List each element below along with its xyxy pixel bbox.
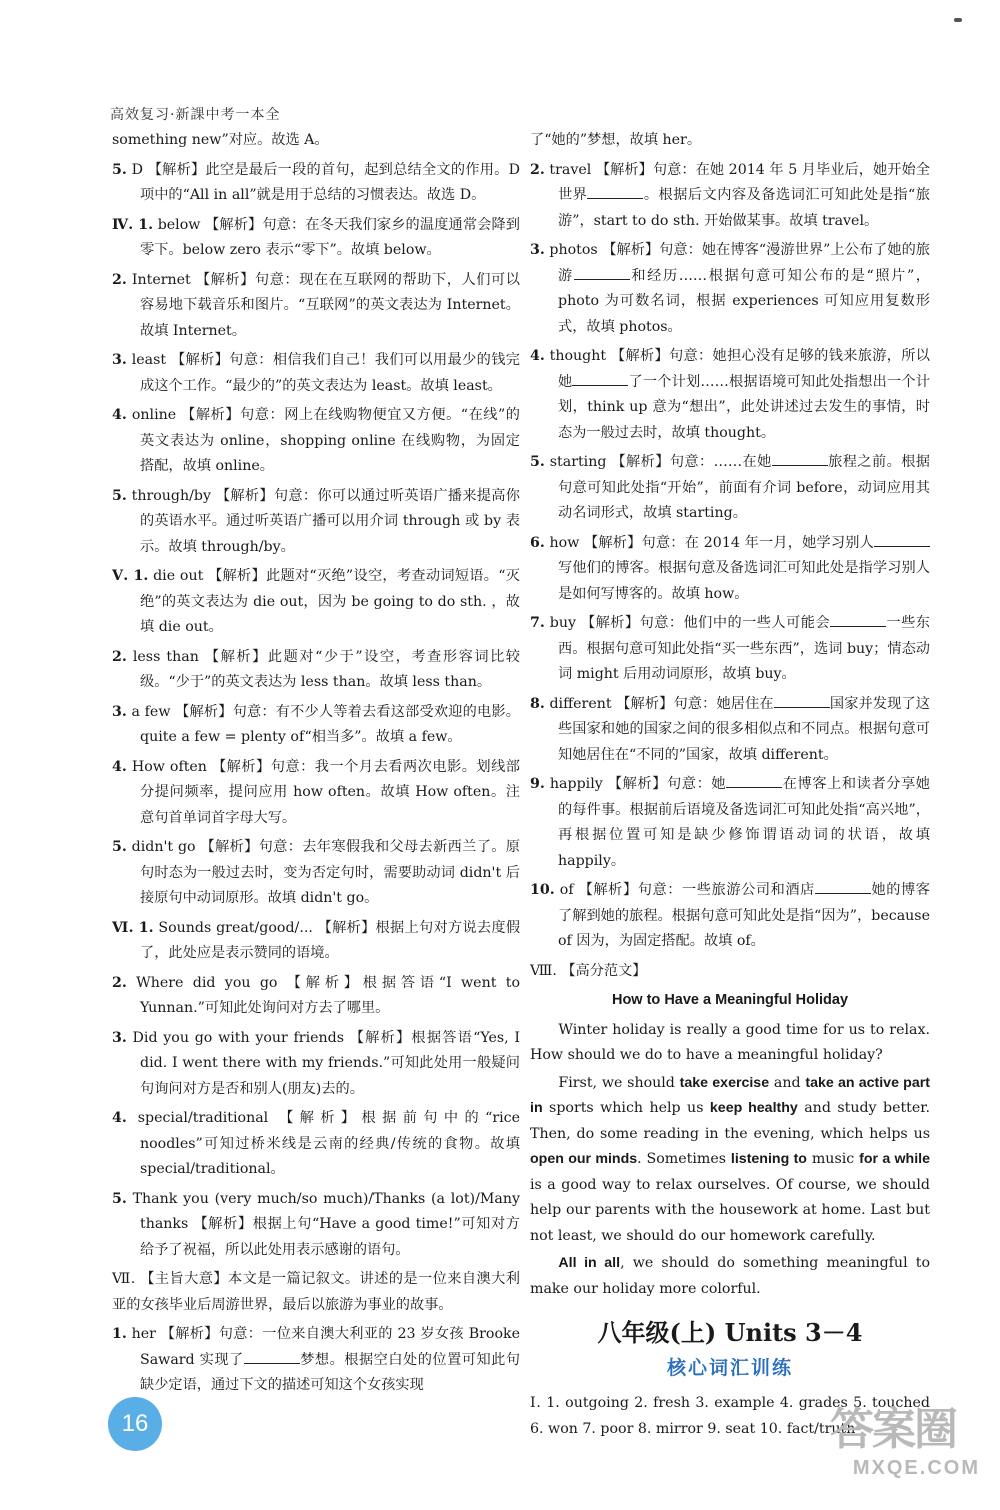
item-text: Sounds great/good/... 【解析】根据上句对方说去度假了，此处应是表示赞同的语境。 (140, 919, 521, 961)
essay-paragraph-3 (530, 1251, 930, 1302)
item-number: 3. (530, 242, 545, 258)
item-text: below 【解析】句意：在冬天我们家乡的温度通常会降到零下。below zero 表示“零下”。故填 below。 (140, 216, 520, 258)
essay-text: music (806, 1151, 860, 1167)
item-text: 梦想。根据空白处的位置可知此句缺少定语，通过下文的描述可知这个女孩实现 (140, 1351, 520, 1393)
answer-item (112, 564, 520, 641)
highlight-phrase: listening to (730, 1151, 807, 1167)
answer-item (112, 1322, 520, 1399)
answer-item (530, 158, 930, 235)
item-number: 4. (112, 758, 127, 775)
highlight-phrase: keep healthy (709, 1100, 798, 1116)
answer-item (112, 835, 520, 912)
answer-item (112, 700, 520, 751)
item-text: 在博客上和读者分享她的每件事。根据前后语境及备选词汇可知此处指“高兴地”，再根据位置可知是缺少修饰谓语动词的状语，故填 happily。 (558, 776, 930, 869)
item-number: 5. (112, 487, 127, 504)
item-text: D 【解析】此空是最后一段的首句，起到总结全文的作用。D 项中的“All in all”就是用于总结的习惯表达。故选 D。 (126, 161, 520, 203)
item-text: starting 【解析】句意：……在她 (544, 454, 772, 470)
vocab-section-title: 核心词汇训练 (666, 1356, 793, 1379)
item-text: Thank you (very much/so much)/Thanks (a lot)/Many thanks 【解析】根据上句“Have a good time!”可知对方给予了祝福，所以此处用表示感谢的语句。 (126, 1190, 520, 1258)
item-number: 4. (530, 348, 545, 364)
item-number: 9. (530, 776, 545, 792)
essay-text: , we should do something meaningful to make our holiday more colorful. (530, 1255, 930, 1297)
item-text: different 【解析】句意：她居住在 (544, 695, 774, 712)
essay-paragraph-1: Winter holiday is really a good time for us to relax. How should we do to have a meaningful holiday? (530, 1021, 930, 1063)
item-text: Internet 【解析】句意：现在在互联网的帮助下，人们可以容易地下载音乐和图片。“互联网”的英文表达为 Internet。故填 Internet。 (126, 271, 520, 339)
item-number: 1. (112, 1326, 127, 1342)
essay-title: How to Have a Meaningful Holiday (611, 992, 849, 1008)
watermark-text: 答案圈 (830, 1405, 956, 1454)
answer-item (530, 692, 930, 769)
essay-paragraph-2 (530, 1071, 930, 1250)
answer-item (112, 348, 520, 399)
blank-line (587, 184, 643, 199)
highlight-phrase: All in all (558, 1255, 621, 1271)
blank-line (874, 532, 930, 547)
item-text: of 【解析】句意：一些旅游公司和酒店 (554, 882, 815, 898)
blank-line (726, 773, 782, 788)
right-items (530, 158, 930, 955)
blank-line (774, 693, 830, 708)
corner-mark (954, 18, 962, 22)
item-text: 了一个计划……根据语境可知此处指想出一个计划，think up 意为“想出”，此处讲述过去发生的事情，时态为一般过去时，故填 thought。 (558, 373, 930, 441)
answer-item (112, 403, 520, 480)
item-text: 旅程之前。根据句意可知此处指“开始”，前面有介词 before，动词应用其动名词形式，故填 starting。 (558, 454, 930, 521)
blank-line (830, 612, 886, 627)
continued-text: 了“她的”梦想，故填 her。 (530, 132, 702, 148)
answer-item (530, 531, 930, 608)
item-number: 5. (112, 1190, 127, 1207)
item-number: Ⅴ. 1. (112, 568, 149, 584)
highlight-phrase: take an active part in (530, 1074, 930, 1116)
item-number: 2. (530, 161, 545, 178)
item-text: Where did you go 【解析】根据答语“I went to Yunnan.”可知此处询问对方去了哪里。 (126, 974, 520, 1016)
essay-text: . Sometimes (637, 1151, 731, 1167)
item-number: 2. (112, 271, 127, 288)
page-number-badge: 16 (108, 1397, 162, 1451)
answer-item (112, 916, 520, 967)
essay-text: is a good way to relax ourselves. Of course, we should help our parents with the housework at home. Last but not least, we should do our homework carefully. (530, 1176, 930, 1244)
answer-item (112, 971, 520, 1022)
item-text: travel 【解析】句意：在她 2014 年 5 月毕业后，她开始全世界 (544, 161, 930, 203)
left-column (112, 128, 520, 1403)
answer-item (112, 1106, 520, 1183)
item-number: 6. (530, 534, 545, 551)
essay-text: and study better. Then, do some reading in the evening, which helps us (530, 1100, 930, 1142)
watermark-url: MXQE.COM (852, 1457, 980, 1479)
answer-item (530, 344, 930, 446)
item-number: 8. (530, 695, 545, 712)
essay-text: sports which help us (542, 1100, 710, 1116)
model-essay (530, 988, 930, 1302)
answer-item (530, 238, 930, 340)
item-text: 她的博客了解到她的旅程。根据句意可知此处是指“因为”，because of 因为，为固定搭配。故填 of。 (558, 882, 930, 949)
blank-line (815, 879, 871, 894)
answer-item (112, 268, 520, 345)
blank-line (244, 1349, 300, 1364)
highlight-phrase: open our minds (530, 1151, 638, 1167)
left-items (112, 158, 520, 1264)
item-number: 10. (530, 882, 555, 898)
item-text: less than 【解析】此题对“少于”设空，考查形容词比较级。“少于”的英文表达为 less than。故填 less than。 (126, 648, 520, 690)
item-number: Ⅵ. 1. (112, 919, 154, 936)
blank-line (772, 451, 828, 466)
item-number: 5. (112, 161, 127, 178)
vocab-answers: Ⅰ. 1. outgoing 2. fresh 3. example 4. grades 5. touched 6. won 7. poor 8. mirror 9. seat 10. fact/truth (530, 1395, 930, 1437)
item-text: 写他们的博客。根据句意及备选词汇可知此处是指学习别人是如何写博客的。故填 how。 (558, 560, 930, 602)
blank-line (574, 265, 630, 280)
item-number: Ⅳ. 1. (112, 216, 154, 233)
item-text: 一些东西。根据句意可知此处指“买一些东西”，选词 buy；情态动词 might 后用动词原形，故填 buy。 (558, 615, 930, 682)
essay-text: and (769, 1074, 806, 1091)
item-text: 。根据后文内容及备选词汇可知此处是指“旅游”，start to do sth. 开始做某事。故填 travel。 (558, 187, 930, 229)
item-text: How often 【解析】句意：我一个月去看两次电影。划线部分提问频率，提问应用 how often。故填 How often。注意句首单词首字母大写。 (126, 758, 520, 826)
item-text: 和经历……根据句意可知公布的是“照片”，photo 为可数名词，根据 experiences 可知应用复数形式，故填 photos。 (558, 267, 930, 335)
item-number: 4. (112, 407, 127, 423)
watermark-logo (830, 1405, 980, 1500)
item-text: a few 【解析】句意：有不少人等着去看这部受欢迎的电影。quite a few = plenty of“相当多”。故填 a few。 (126, 703, 520, 745)
item-number: 3. (112, 703, 127, 720)
item-text: her 【解析】句意：一位来自澳大利亚的 23 岁女孩 Brooke Saward 实现了 (126, 1326, 520, 1368)
answer-item (112, 484, 520, 561)
item-number: 5. (112, 839, 127, 855)
item-text: through/by 【解析】句意：你可以通过听英语广播来提高你的英语水平。通过听英语广播可以用介词 through 或 by 表示。故填 through/by。 (126, 487, 520, 555)
section-8-header: Ⅷ. 【高分范文】 (530, 962, 647, 979)
item-text: buy 【解析】句意：他们中的一些人可能会 (544, 615, 831, 631)
item-text: photos 【解析】句意：她在博客“漫游世界”上公布了她的旅游 (544, 242, 930, 284)
answer-item (112, 213, 520, 264)
right-column (530, 128, 930, 1442)
essay-text: First, we should (558, 1074, 680, 1091)
section-7-header: Ⅶ. 【主旨大意】本文是一篇记叙文。讲述的是一位来自澳大利亚的女孩毕业后周游世界，最后以旅游为事业的故事。 (112, 1271, 520, 1313)
answer-item (112, 1026, 520, 1103)
item-number: 3. (112, 352, 127, 368)
answer-item (112, 755, 520, 832)
answer-item (530, 611, 930, 688)
answer-item (530, 450, 930, 527)
blank-line (572, 371, 628, 386)
item-number: 3. (112, 1029, 127, 1046)
item-text: how 【解析】句意：在 2014 年一月，她学习别人 (544, 534, 874, 551)
item-text: least 【解析】句意：相信我们自己！我们可以用最少的钱完成这个工作。“最少的”的英文表达为 least。故填 least。 (126, 352, 520, 394)
item-text: online 【解析】句意：网上在线购物便宜又方便。“在线”的英文表达为 online，shopping online 在线购物，为固定搭配，故填 online。 (126, 407, 520, 474)
item-number: 2. (112, 648, 127, 665)
answer-item (112, 645, 520, 696)
item-text: didn't go 【解析】句意：去年寒假我和父母去新西兰了。原句时态为一般过去时，变为否定句时，需要助动词 didn't 后接原句中动词原形。故填 didn't go。 (126, 839, 520, 906)
item-text: die out 【解析】此题对“灭绝”设空，考查动词短语。“灭绝”的英文表达为 die out，因为 be going to do sth. ，故填 die out。 (140, 568, 520, 635)
item-text: happily 【解析】句意：她 (544, 776, 727, 792)
unit-title: 八年级(上) Units 3－4 (597, 1318, 863, 1347)
item-number: 5. (530, 454, 545, 470)
item-number: 7. (530, 615, 545, 631)
answer-item (530, 878, 930, 955)
answer-item (530, 772, 930, 874)
highlight-phrase: take exercise (679, 1074, 770, 1091)
continued-text: something new”对应。故选 A。 (112, 132, 329, 148)
item-text: special/traditional 【解析】根据前句中的“rice noodles”可知过桥米线是云南的经典/传统的食物。故填 special/traditional。 (126, 1110, 520, 1177)
item-text: 国家并发现了这些国家和她的国家之间的很多相似点和不同点。根据句意可知她居住在“不同的”国家，故填 different。 (558, 695, 930, 763)
answer-item (112, 158, 520, 209)
highlight-phrase: for a while (859, 1151, 931, 1167)
item-number: 4. (112, 1110, 127, 1126)
item-text: Did you go with your friends 【解析】根据答语“Yes, I did. I went there with my friends.”可知此处用一般疑问句询问对方是否和别人(朋友)去的。 (126, 1029, 520, 1097)
item-text: thought 【解析】句意：她担心没有足够的钱来旅游，所以她 (544, 348, 930, 390)
item-number: 2. (112, 974, 127, 991)
page-header: 高效复习·新課中考一本全 (110, 107, 281, 123)
answer-item (112, 1187, 520, 1264)
